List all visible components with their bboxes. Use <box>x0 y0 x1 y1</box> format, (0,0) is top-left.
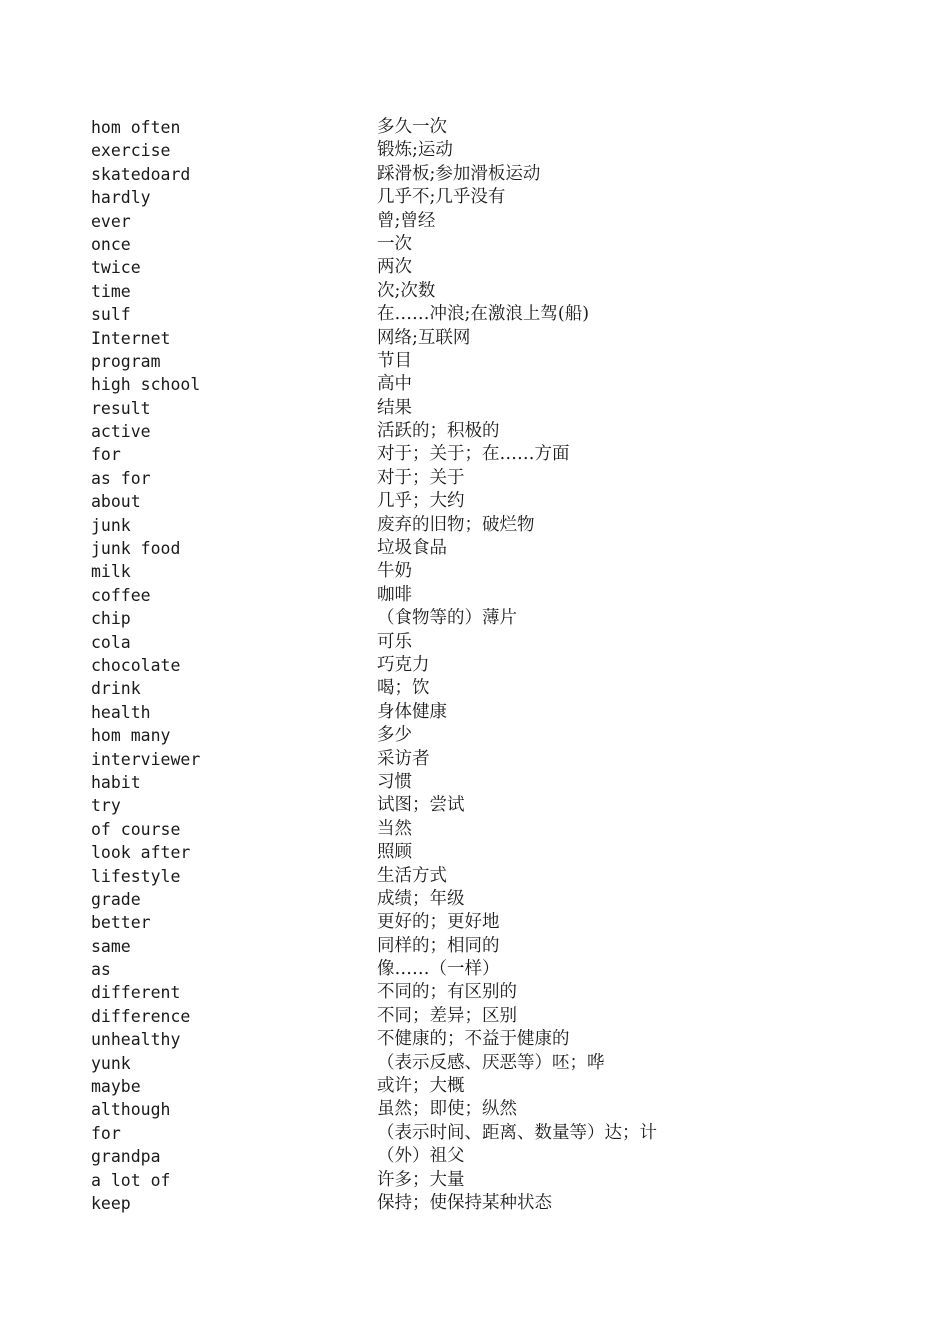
english-term: of course <box>91 819 181 839</box>
vocab-row <box>91 443 791 466</box>
chinese-meaning: 可乐 <box>377 631 412 652</box>
chinese-meaning: 或许；大概 <box>377 1076 465 1097</box>
english-term: result <box>91 398 151 418</box>
english-term: unhealthy <box>91 1030 181 1050</box>
vocab-row <box>91 514 791 537</box>
english-term: yunk <box>91 1053 131 1073</box>
english-term: cola <box>91 632 131 652</box>
chinese-meaning: 一次 <box>377 233 412 254</box>
vocab-row <box>91 210 791 233</box>
english-term: same <box>91 936 131 956</box>
english-term: junk food <box>91 539 181 559</box>
chinese-meaning: 喝；饮 <box>377 678 430 699</box>
chinese-meaning: 像……（一样） <box>377 959 500 980</box>
english-term: coffee <box>91 585 151 605</box>
chinese-meaning: 高中 <box>377 374 412 395</box>
chinese-meaning: 垃圾食品 <box>377 538 447 559</box>
english-term: for <box>91 1123 121 1143</box>
vocab-row <box>91 280 791 303</box>
english-term: although <box>91 1100 171 1120</box>
chinese-meaning: 几乎不;几乎没有 <box>377 187 506 208</box>
chinese-meaning: 几乎；大约 <box>377 491 465 512</box>
chinese-meaning: 不同的；有区别的 <box>377 982 517 1003</box>
chinese-meaning: （食物等的）薄片 <box>377 608 517 629</box>
english-term: about <box>91 492 141 512</box>
vocab-row <box>91 981 791 1004</box>
english-term: as <box>91 960 111 980</box>
vocab-row <box>91 467 791 490</box>
chinese-meaning: 习惯 <box>377 771 412 792</box>
chinese-meaning: 成绩；年级 <box>377 888 465 909</box>
chinese-meaning: 网络;互联网 <box>377 327 471 348</box>
vocab-row <box>91 888 791 911</box>
english-term: chip <box>91 609 131 629</box>
english-term: maybe <box>91 1077 141 1097</box>
vocab-row <box>91 1098 791 1121</box>
chinese-meaning: 牛奶 <box>377 561 412 582</box>
vocab-row <box>91 1005 791 1028</box>
english-term: health <box>91 702 151 722</box>
vocab-row <box>91 327 791 350</box>
vocab-row <box>91 1075 791 1098</box>
english-term: Internet <box>91 328 171 348</box>
chinese-meaning: 废弃的旧物；破烂物 <box>377 514 535 535</box>
chinese-meaning: 多久一次 <box>377 117 447 137</box>
vocab-row <box>91 1028 791 1051</box>
chinese-meaning: 不同；差异；区别 <box>377 1005 517 1026</box>
vocab-row <box>91 420 791 443</box>
chinese-meaning: 踩滑板;参加滑板运动 <box>377 163 541 184</box>
chinese-meaning: 生活方式 <box>377 865 447 886</box>
vocab-row <box>91 584 791 607</box>
vocab-row <box>91 350 791 373</box>
vocab-row <box>91 116 791 139</box>
english-term: a lot of <box>91 1170 171 1190</box>
chinese-meaning: 对于；关于 <box>377 467 465 488</box>
english-term: junk <box>91 515 131 535</box>
vocab-row <box>91 303 791 326</box>
vocab-row <box>91 631 791 654</box>
english-term: once <box>91 234 131 254</box>
chinese-meaning: 当然 <box>377 818 412 839</box>
chinese-meaning: 两次 <box>377 257 412 278</box>
vocab-row <box>91 560 791 583</box>
chinese-meaning: 虽然；即使；纵然 <box>377 1099 517 1120</box>
vocab-row <box>91 1169 791 1192</box>
english-term: look after <box>91 843 191 863</box>
chinese-meaning: （表示反感、厌恶等）呸；哗 <box>377 1052 605 1073</box>
english-term: chocolate <box>91 655 181 675</box>
english-term: interviewer <box>91 749 201 769</box>
chinese-meaning: （外）祖父 <box>377 1146 465 1167</box>
english-term: try <box>91 796 121 816</box>
chinese-meaning: 试图；尝试 <box>377 795 465 816</box>
vocab-row <box>91 537 791 560</box>
chinese-meaning: （表示时间、距离、数量等）达；计 <box>377 1122 657 1143</box>
english-term: different <box>91 983 181 1003</box>
vocab-row <box>91 911 791 934</box>
vocab-row <box>91 163 791 186</box>
english-term: milk <box>91 562 131 582</box>
vocab-row <box>91 233 791 256</box>
chinese-meaning: 在……冲浪;在激浪上驾(船) <box>377 304 590 325</box>
english-term: grandpa <box>91 1147 161 1167</box>
english-term: skatedoard <box>91 164 191 184</box>
vocab-row <box>91 1122 791 1145</box>
vocab-row <box>91 841 791 864</box>
english-term: grade <box>91 889 141 909</box>
english-term: habit <box>91 772 141 792</box>
vocab-row <box>91 865 791 888</box>
english-term: better <box>91 913 151 933</box>
vocab-row <box>91 654 791 677</box>
english-term: program <box>91 351 161 371</box>
vocab-row <box>91 607 791 630</box>
chinese-meaning: 活跃的；积极的 <box>377 421 500 442</box>
english-term: ever <box>91 211 131 231</box>
english-term: time <box>91 281 131 301</box>
vocabulary-list <box>91 116 791 1215</box>
english-term: hom many <box>91 726 171 746</box>
english-term: difference <box>91 1006 191 1026</box>
vocab-row <box>91 771 791 794</box>
chinese-meaning: 更好的；更好地 <box>377 912 500 933</box>
vocab-row <box>91 186 791 209</box>
chinese-meaning: 多少 <box>377 725 412 746</box>
chinese-meaning: 锻炼;运动 <box>377 140 453 161</box>
vocab-row <box>91 1052 791 1075</box>
chinese-meaning: 许多；大量 <box>377 1169 465 1190</box>
english-term: twice <box>91 258 141 278</box>
chinese-meaning: 不健康的；不益于健康的 <box>377 1029 570 1050</box>
vocab-row <box>91 724 791 747</box>
vocab-row <box>91 397 791 420</box>
vocab-row <box>91 677 791 700</box>
vocab-row <box>91 256 791 279</box>
vocab-row <box>91 935 791 958</box>
english-term: drink <box>91 679 141 699</box>
chinese-meaning: 同样的；相同的 <box>377 935 500 956</box>
vocab-row <box>91 373 791 396</box>
english-term: as for <box>91 468 151 488</box>
english-term: sulf <box>91 305 131 325</box>
chinese-meaning: 节目 <box>377 350 412 371</box>
chinese-meaning: 保持；使保持某种状态 <box>377 1192 552 1213</box>
english-term: hardly <box>91 188 151 208</box>
english-term: lifestyle <box>91 866 181 886</box>
english-term: keep <box>91 1193 131 1213</box>
vocab-row <box>91 818 791 841</box>
chinese-meaning: 曾;曾经 <box>377 210 436 231</box>
vocab-row <box>91 490 791 513</box>
vocab-row <box>91 1192 791 1215</box>
english-term: for <box>91 445 121 465</box>
chinese-meaning: 次;次数 <box>377 280 436 301</box>
chinese-meaning: 对于；关于；在……方面 <box>377 444 570 465</box>
vocab-row <box>91 794 791 817</box>
vocab-row <box>91 748 791 771</box>
english-term: high school <box>91 375 201 395</box>
english-term: exercise <box>91 141 171 161</box>
english-term: hom often <box>91 118 181 137</box>
chinese-meaning: 身体健康 <box>377 701 447 722</box>
chinese-meaning: 咖啡 <box>377 584 412 605</box>
vocab-row <box>91 701 791 724</box>
chinese-meaning: 照顾 <box>377 842 412 863</box>
chinese-meaning: 采访者 <box>377 748 430 769</box>
vocab-row <box>91 1145 791 1168</box>
vocab-row <box>91 958 791 981</box>
english-term: active <box>91 422 151 442</box>
chinese-meaning: 巧克力 <box>377 654 430 675</box>
vocab-row <box>91 139 791 162</box>
chinese-meaning: 结果 <box>377 397 412 418</box>
